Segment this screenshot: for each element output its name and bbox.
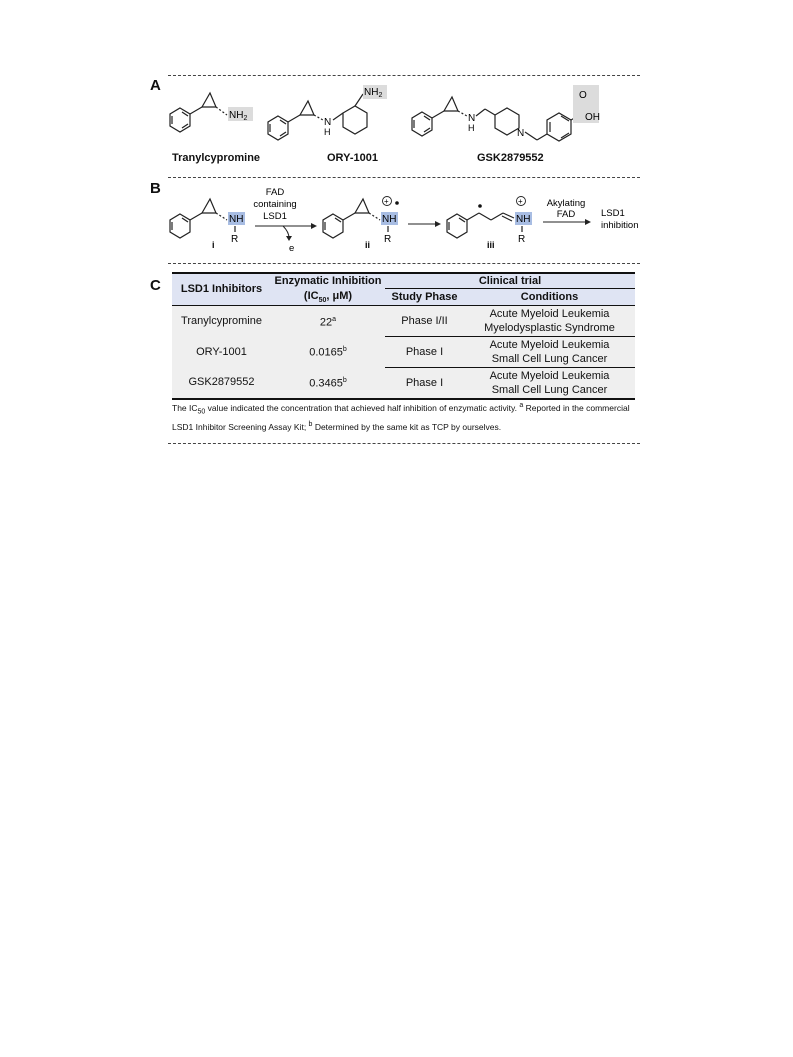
ic50-value: 22$^a$ bbox=[271, 305, 385, 336]
intermediate-ii-r: R bbox=[384, 234, 392, 245]
table-row bbox=[172, 336, 635, 367]
tranylcypromine-structure bbox=[170, 93, 227, 132]
table-footnote: The $IC_{50}$ value indicated the concentration that achieved half inhibition of enzymatic activity. $^a$ Reported in the commercial LSD1 Inhibitor Screening Assay Kit; $^b$ Determined by the same kit as TCP by ourselves. bbox=[172, 402, 630, 432]
intermediate-i-structure bbox=[170, 199, 235, 238]
study-phase: Phase I bbox=[385, 367, 464, 399]
arrow-1-label-line2: containing bbox=[253, 199, 297, 210]
ic50-value: 0.0165$^b$ bbox=[271, 336, 385, 367]
divider-ab bbox=[168, 177, 640, 178]
intermediate-ii-nh: NH bbox=[382, 214, 397, 225]
intermediate-i-label: i bbox=[212, 240, 215, 250]
compound-name-ory-1001: ORY-1001 bbox=[327, 152, 378, 164]
result-label-line1: LSD1 bbox=[601, 208, 625, 219]
arrow-1-label-line1: FAD bbox=[265, 187, 285, 198]
arrow-2-label-line1: Akylating bbox=[546, 198, 586, 209]
conditions: Acute Myeloid Leukemia Small Cell Lung Cancer bbox=[464, 367, 635, 399]
lsd1-inhibitor-table bbox=[172, 272, 635, 400]
ory-1001-structure bbox=[268, 94, 367, 140]
header-conditions: Conditions bbox=[464, 289, 635, 306]
gsk-o-label: O bbox=[579, 90, 587, 101]
table-row bbox=[172, 367, 635, 399]
divider-bottom bbox=[168, 443, 640, 444]
study-phase: Phase I bbox=[385, 336, 464, 367]
compound-name-tranylcypromine: Tranylcypromine bbox=[172, 152, 261, 164]
intermediate-iii-plus: + bbox=[518, 197, 523, 206]
divider-bc bbox=[168, 263, 640, 264]
header-clinical: Clinical trial bbox=[385, 273, 635, 289]
table-row bbox=[172, 305, 635, 336]
gsk-n-label: N bbox=[468, 113, 476, 124]
conditions: Acute Myeloid Leukemia Small Cell Lung Cancer bbox=[464, 336, 635, 367]
result-label-line2: inhibition bbox=[601, 220, 639, 231]
intermediate-iii-r: R bbox=[518, 234, 526, 245]
panel-label-a: A bbox=[150, 77, 161, 94]
intermediate-i-r: R bbox=[231, 234, 239, 245]
intermediate-iii-structure bbox=[447, 213, 522, 238]
panel-label-c: C bbox=[150, 277, 161, 294]
intermediate-i-nh: NH bbox=[229, 214, 244, 225]
conditions: Acute Myeloid Leukemia Myelodysplastic Syndrome bbox=[464, 305, 635, 336]
inhibitor-name: Tranylcypromine bbox=[172, 305, 271, 336]
panel-b-mechanism bbox=[165, 180, 645, 260]
gsk-h-label: H bbox=[468, 123, 475, 133]
intermediate-ii-label: ii bbox=[365, 240, 371, 250]
intermediate-ii-structure bbox=[323, 199, 388, 238]
ory-n-label: N bbox=[324, 117, 332, 128]
electron-label: e bbox=[289, 243, 295, 254]
panel-a-structures bbox=[165, 80, 645, 160]
header-enzymatic: Enzymatic Inhibition bbox=[271, 273, 385, 289]
gsk-piperidine-n-label: N bbox=[517, 128, 525, 139]
intermediate-iii-label: iii bbox=[487, 240, 495, 250]
intermediate-ii-plus: + bbox=[384, 197, 389, 206]
inhibitor-name: GSK2879552 bbox=[172, 367, 271, 399]
gsk-oh-label: OH bbox=[585, 112, 600, 123]
header-phase: Study Phase bbox=[385, 289, 464, 306]
gsk2879552-structure bbox=[412, 97, 586, 141]
compound-name-gsk2879552: GSK2879552 bbox=[477, 152, 544, 164]
ory-h-label: H bbox=[324, 127, 331, 137]
ic50-value: 0.3465$^b$ bbox=[271, 367, 385, 399]
arrow-2-label-line2: FAD bbox=[556, 209, 576, 220]
arrow-1-label-line3: LSD1 bbox=[263, 211, 287, 222]
header-ic50: ($IC_{50}$, μM) bbox=[271, 289, 385, 306]
study-phase: Phase I/II bbox=[385, 305, 464, 336]
divider-top bbox=[168, 75, 640, 76]
header-inhibitors: LSD1 Inhibitors bbox=[172, 273, 271, 305]
ory-nh2-label: $NH_2$ bbox=[364, 87, 383, 99]
inhibitor-name: ORY-1001 bbox=[172, 336, 271, 367]
tcp-nh2-label: $NH_2$ bbox=[229, 110, 248, 122]
intermediate-iii-nh: NH bbox=[516, 214, 531, 225]
panel-label-b: B bbox=[150, 180, 161, 197]
